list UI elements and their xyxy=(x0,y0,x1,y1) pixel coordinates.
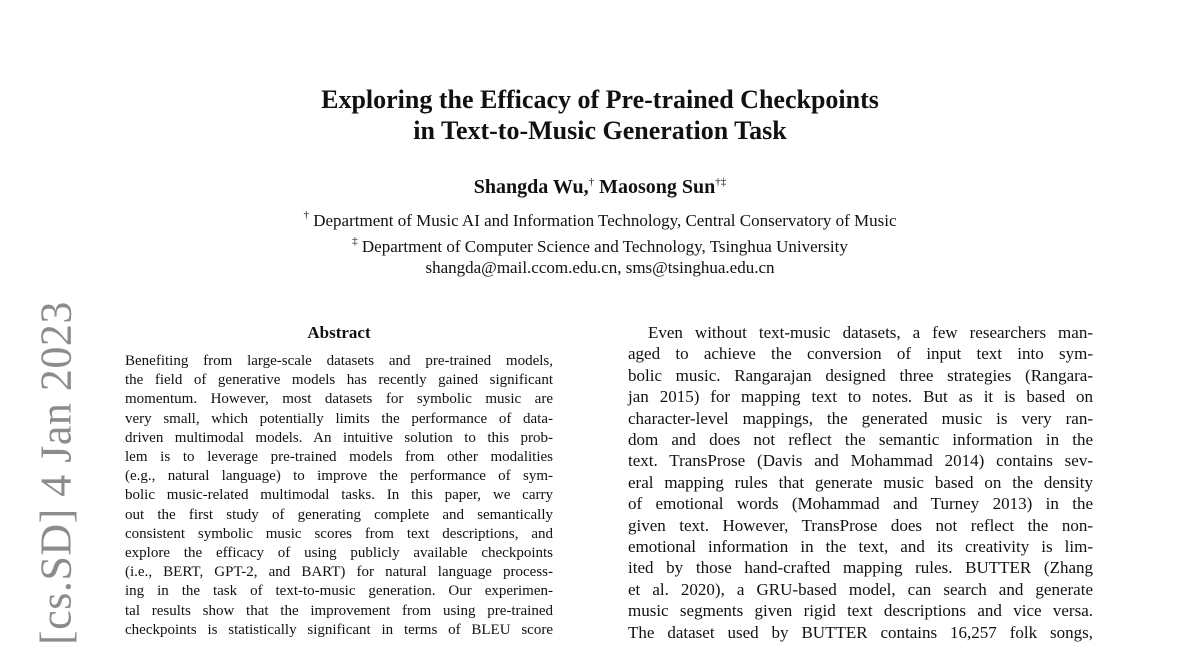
body-line: aged to achieve the conversion of input text into sym- xyxy=(628,344,1093,364)
body-line: eral mapping rules that generate music based on the density xyxy=(628,472,1093,492)
abstract-line: out the first study of generating complete and semantically xyxy=(125,506,553,523)
abstract-section xyxy=(125,322,553,640)
affiliation-2-mark: ‡ xyxy=(352,235,358,247)
affiliation-1 xyxy=(150,205,1050,231)
author-1-mark: † xyxy=(588,176,595,188)
abstract-line: (i.e., BERT, GPT-2, and BART) for natural language process- xyxy=(125,564,553,581)
abstract-line: bolic music-related multimodal tasks. In this paper, we carry xyxy=(125,487,553,504)
arxiv-identifier xyxy=(26,300,86,645)
abstract-line: (e.g., natural language) to improve the performance of sym- xyxy=(125,468,553,485)
affiliation-2 xyxy=(150,231,1050,257)
paper-header xyxy=(150,84,1050,278)
affiliation-1-text: Department of Music AI and Information Technology, Central Conservatory of Music xyxy=(313,211,897,230)
abstract-heading: Abstract xyxy=(307,323,371,342)
body-line: ited by those hand-crafted mapping rules. BUTTER (Zhang xyxy=(628,558,1093,578)
body-text-right-column xyxy=(628,322,1093,643)
author-1-name: Shangda Wu, xyxy=(473,176,589,198)
body-line: et al. 2020), a GRU-based model, can search and generate xyxy=(628,579,1093,599)
body-line: jan 2015) for mapping text to notes. But as it is based on xyxy=(628,387,1093,407)
abstract-line: ing in the task of text-to-music generation. Our experimen- xyxy=(125,583,553,600)
affiliation-1-mark: † xyxy=(303,209,309,221)
body-line: bolic music. Rangarajan designed three strategies (Rangara- xyxy=(628,365,1093,385)
abstract-line: momentum. However, most datasets for symbolic music are xyxy=(125,391,553,408)
body-line: emotional information in the text, and its creativity is lim- xyxy=(628,537,1093,557)
affiliations xyxy=(150,205,1050,278)
body-line: music segments given rigid text descriptions and vice versa. xyxy=(628,601,1093,621)
body-line: of emotional words (Mohammad and Turney 2013) in the xyxy=(628,494,1093,514)
abstract-line: Benefiting from large-scale datasets and pre-trained models, xyxy=(125,353,553,369)
arxiv-identifier-text: [cs.SD] 4 Jan 2023 xyxy=(31,300,81,645)
abstract-line: tal results show that the improvement from using pre-trained xyxy=(125,602,553,619)
affiliation-2-text: Department of Computer Science and Technology, Tsinghua University xyxy=(361,237,848,256)
abstract-line: very small, which potentially limits the performance of data- xyxy=(125,410,553,427)
author-emails: shangda@mail.ccom.edu.cn, sms@tsinghua.edu.cn xyxy=(425,258,775,277)
body-line: Even without text-music datasets, a few researchers man- xyxy=(648,323,1093,342)
abstract-line: the field of generative models has recently gained significant xyxy=(125,372,553,389)
author-2-mark: †‡ xyxy=(715,176,727,188)
abstract-line: explore the efficacy of using publicly available checkpoints xyxy=(125,545,553,562)
body-line: given text. However, TransProse does not reflect the non- xyxy=(628,515,1093,535)
body-line: The dataset used by BUTTER contains 16,257 folk songs, xyxy=(628,622,1093,642)
abstract-line: driven multimodal models. An intuitive solution to this prob- xyxy=(125,429,553,446)
paper-title-line-2: in Text-to-Music Generation Task xyxy=(413,116,787,145)
abstract-line: checkpoints is statistically significant in terms of BLEU score xyxy=(125,621,553,638)
body-line: character-level mappings, the generated music is very ran- xyxy=(628,408,1093,428)
body-line: dom and does not reflect the semantic information in the xyxy=(628,430,1093,450)
body-line: text. TransProse (Davis and Mohammad 2014) contains sev- xyxy=(628,451,1093,471)
paper-title-line-1: Exploring the Efficacy of Pre-trained Checkpoints xyxy=(321,85,879,114)
abstract-line: consistent symbolic music scores from text descriptions, and xyxy=(125,525,553,542)
author-2-name: Maosong Sun xyxy=(599,176,716,198)
author-list xyxy=(150,169,1050,200)
abstract-line: lem is to leverage pre-trained models from other modalities xyxy=(125,449,553,466)
